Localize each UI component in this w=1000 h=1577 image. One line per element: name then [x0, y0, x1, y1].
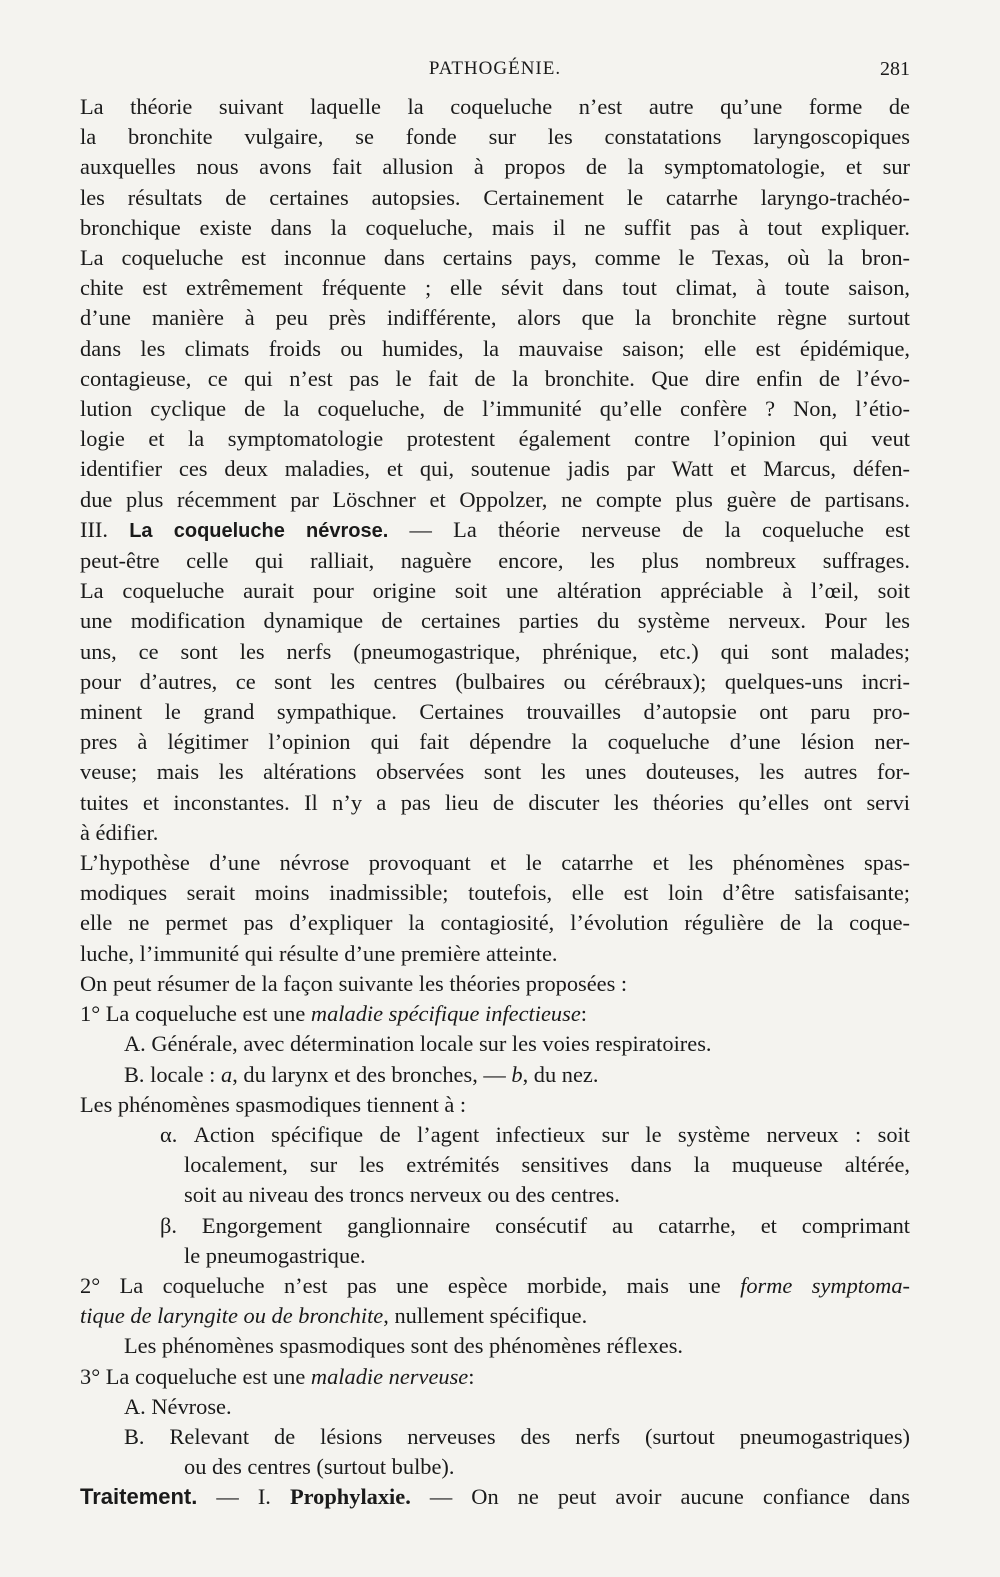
text-line: due plus récemment par Löschner et Oppolzer, ne compte plus guère de partisans.	[80, 486, 910, 512]
section-intro: — La théorie nerveuse de la coqueluche est	[388, 516, 910, 542]
treatment-text: — On ne peut avoir aucune confiance dans	[410, 1484, 910, 1510]
page-header	[80, 58, 910, 90]
item-number: 1°	[80, 1001, 101, 1027]
item-italic: b	[511, 1061, 523, 1087]
text-line: localement, sur les extrémités sensitives dans la muqueuse altérée,	[184, 1152, 910, 1178]
text-line: la bronchite vulgaire, se fonde sur les constatations laryngoscopiques	[80, 124, 910, 150]
running-title: PATHOGÉNIE.	[428, 58, 562, 79]
text-line: tuites et inconstantes. Il n’y a pas lieu de discuter les théories qu’elles ont servi	[80, 789, 910, 815]
text-line: dans les climats froids ou humides, la mauvaise saison; elle est épidémique,	[80, 335, 910, 361]
text-line: à édifier.	[80, 819, 159, 845]
item-italic: tique de laryngite ou de bronchite	[80, 1303, 384, 1329]
text-line: La coqueluche aurait pour origine soit une altération appréciable à l’œil, soit	[80, 578, 910, 604]
page-number: 281	[880, 58, 910, 80]
theory-item-1-sub	[80, 1029, 910, 1059]
paragraph-bronchitis-theory	[80, 92, 910, 515]
text-line: luche, l’immunité qui résulte d’une première atteinte.	[80, 940, 558, 966]
item-italic: a	[221, 1061, 233, 1087]
item-italic: maladie nerveuse	[310, 1363, 469, 1389]
item-italic: maladie spécifique infectieuse	[310, 1001, 581, 1027]
text-line: Les phénomènes spasmodiques sont des phénomènes réflexes.	[124, 1333, 684, 1359]
paragraph-nervous-theory	[80, 546, 910, 999]
text-line: veuse; mais les altérations observées sont les unes douteuses, les autres for-	[80, 759, 910, 785]
text-line: B. Relevant de lésions nerveuses des nerfs (surtout pneumogastriques)	[124, 1423, 910, 1449]
body-text	[80, 92, 910, 1513]
section-number: III.	[80, 516, 108, 542]
text-line: β. Engorgement ganglionnaire consécutif au catarrhe, et comprimant	[160, 1212, 910, 1238]
treatment-line	[80, 1482, 910, 1512]
item-number: 3°	[80, 1363, 101, 1389]
text-line: peut-être celle qui ralliait, naguère encore, les plus nombreux suffrages.	[80, 548, 910, 574]
text-line: une modification dynamique de certaines parties du système nerveux. Pour les	[80, 608, 910, 634]
theory-item-2	[80, 1271, 910, 1301]
text-line: pres à légitimer l’opinion qui fait dépendre la coqueluche d’une lésion ner-	[80, 729, 910, 755]
text-line: A. Générale, avec détermination locale sur les voies respiratoires.	[124, 1031, 712, 1057]
item-text: La coqueluche est une	[100, 1001, 311, 1027]
treatment-subheading: Prophylaxie.	[289, 1484, 411, 1510]
text-line: A. Névrose.	[124, 1393, 232, 1419]
text-line: auxquelles nous avons fait allusion à propos de la symptomatologie, et sur	[80, 154, 910, 180]
text-line: α. Action spécifique de l’agent infectieux sur le système nerveux : soit	[160, 1121, 910, 1147]
theory-item-2-sub	[80, 1331, 910, 1361]
item-text: :	[580, 1001, 588, 1027]
text-line: On peut résumer de la façon suivante les théories proposées :	[80, 970, 628, 996]
text-line: soit au niveau des troncs nerveux ou des centres.	[184, 1182, 620, 1208]
text-line: elle ne permet pas d’expliquer la contagiosité, l’évolution régulière de la coque-	[80, 910, 910, 936]
section-heading-line	[80, 515, 910, 546]
item-text: B. locale :	[124, 1061, 221, 1087]
text-line: modiques serait moins inadmissible; toutefois, elle est loin d’être satisfaisante;	[80, 880, 910, 906]
text-line: le pneumogastrique.	[184, 1242, 366, 1268]
theory-item-3	[80, 1362, 910, 1392]
text-line: identifier ces deux maladies, et qui, soutenue jadis par Watt et Marcus, défen-	[80, 456, 910, 482]
text-line: les résultats de certaines autopsies. Certainement le catarrhe laryngo-trachéo-	[80, 184, 910, 210]
theory-item-1-b	[80, 1060, 910, 1090]
item-text: La coqueluche est une	[100, 1363, 311, 1389]
text-line: lution cyclique de la coqueluche, de l’immunité qu’elle confère ? Non, l’étio-	[80, 396, 910, 422]
spasmodic-phenomena	[80, 1090, 910, 1271]
item-text: :	[468, 1363, 475, 1389]
text-line: chite est extrêmement fréquente ; elle sévit dans tout climat, à toute saison,	[80, 275, 910, 301]
text-line: ou des centres (surtout bulbe).	[184, 1454, 455, 1480]
section-heading: La coqueluche névrose.	[129, 519, 389, 542]
item-text: , nullement spécifique.	[383, 1303, 588, 1329]
theory-item-1	[80, 999, 910, 1029]
theory-item-2-cont	[80, 1301, 910, 1331]
text-line: bronchique existe dans la coqueluche, mais il ne suffit pas à tout expliquer.	[80, 214, 910, 240]
text-line: Les phénomènes spasmodiques tiennent à :	[80, 1091, 467, 1117]
treatment-text: — I.	[197, 1484, 290, 1510]
text-line: La coqueluche est inconnue dans certains pays, comme le Texas, où la bron-	[80, 245, 910, 271]
item-italic: forme symptoma-	[740, 1272, 911, 1298]
text-line: minent le grand sympathique. Certaines trouvailles d’autopsie ont paru pro-	[80, 699, 910, 725]
text-line: La théorie suivant laquelle la coqueluche n’est autre qu’une forme de	[80, 94, 910, 119]
text-line: uns, ce sont les nerfs (pneumogastrique, phrénique, etc.) qui sont malades;	[80, 638, 910, 664]
item-number: 2°	[80, 1272, 101, 1298]
treatment-heading: Traitement.	[80, 1484, 198, 1510]
item-text: , du nez.	[522, 1061, 599, 1087]
theory-item-3-sub	[80, 1392, 910, 1483]
text-line: L’hypothèse d’une névrose provoquant et le catarrhe et les phénomènes spas-	[80, 850, 910, 876]
item-text: , du larynx et des bronches, —	[232, 1061, 512, 1087]
item-text: La coqueluche n’est pas une espèce morbide, mais une	[100, 1272, 741, 1298]
text-line: d’une manière à peu près indifférente, alors que la bronchite règne surtout	[80, 305, 910, 331]
text-line: pour d’autres, ce sont les centres (bulbaires ou cérébraux); quelques-uns incri-	[80, 668, 910, 694]
text-line: logie et la symptomatologie protestent également contre l’opinion qui veut	[80, 426, 910, 452]
text-line: contagieuse, ce qui n’est pas le fait de la bronchite. Que dire enfin de l’évo-	[80, 365, 910, 391]
